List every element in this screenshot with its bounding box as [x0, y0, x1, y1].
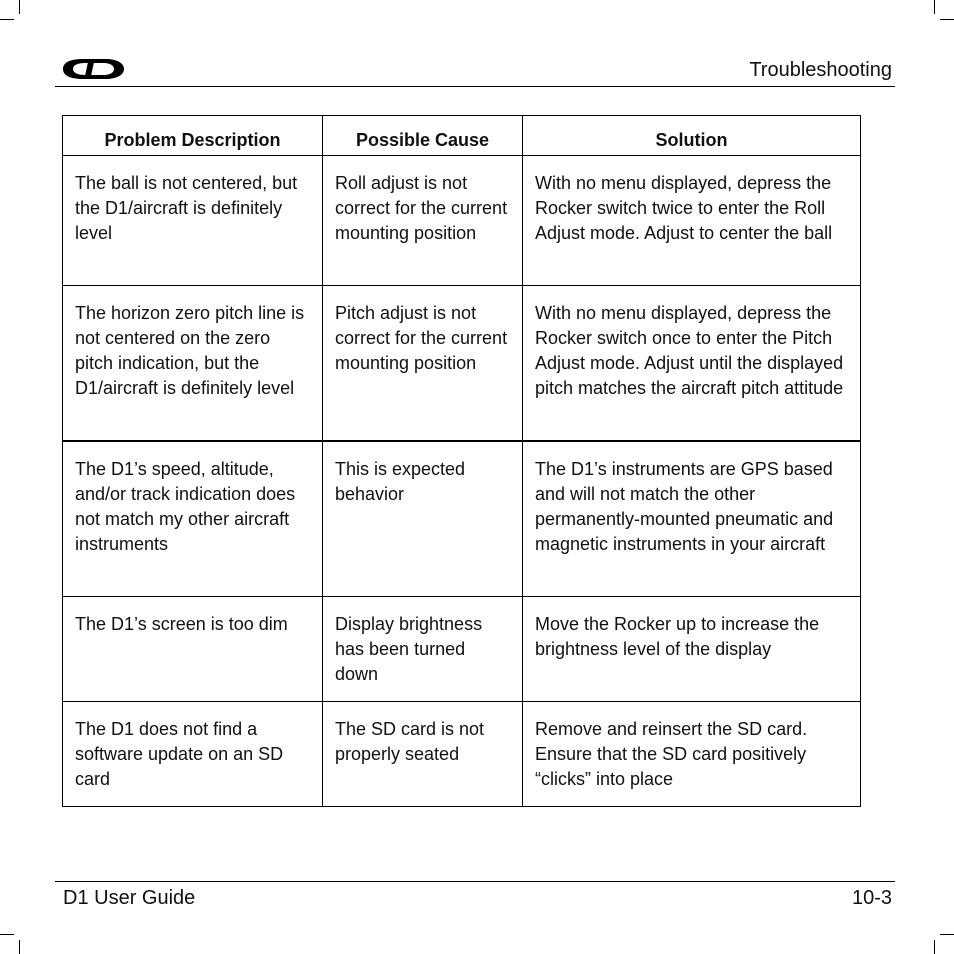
- crop-mark: [19, 940, 20, 954]
- column-header-cause: Possible Cause: [323, 116, 523, 156]
- cause-cell: This is expected behavior: [323, 441, 523, 597]
- solution-cell: Move the Rocker up to increase the brightness level of the display: [523, 597, 861, 702]
- table-row: [63, 597, 861, 702]
- crop-mark: [934, 0, 935, 14]
- column-header-solution: Solution: [523, 116, 861, 156]
- d1-logo-icon: [61, 58, 125, 80]
- section-title: Troubleshooting: [749, 59, 892, 81]
- problem-cell: The D1’s screen is too dim: [63, 597, 323, 702]
- header-divider: [55, 86, 895, 87]
- crop-mark: [0, 19, 14, 20]
- solution-cell: The D1’s instruments are GPS based and will not match the other permanently-mounted pneumatic and magnetic instruments in your aircraft: [523, 441, 861, 597]
- guide-title: D1 User Guide: [63, 887, 196, 909]
- crop-mark: [19, 0, 20, 14]
- table-row: [63, 441, 861, 597]
- crop-mark: [940, 19, 954, 20]
- problem-cell: The D1 does not find a software update on an SD card: [63, 702, 323, 807]
- table-row: [63, 156, 861, 286]
- problem-cell: The D1’s speed, altitude, and/or track indication does not match my other aircraft instruments: [63, 441, 323, 597]
- problem-cell: The ball is not centered, but the D1/aircraft is definitely level: [63, 156, 323, 286]
- cause-cell: Display brightness has been turned down: [323, 597, 523, 702]
- problem-cell: The horizon zero pitch line is not centered on the zero pitch indication, but the D1/aircraft is definitely level: [63, 286, 323, 441]
- page-number: 10-3: [851, 887, 892, 909]
- troubleshooting-table: [62, 115, 861, 807]
- cause-cell: Roll adjust is not correct for the current mounting position: [323, 156, 523, 286]
- solution-cell: With no menu displayed, depress the Rocker switch twice to enter the Roll Adjust mode. Adjust to center the ball: [523, 156, 861, 286]
- table-row: [63, 286, 861, 441]
- column-header-problem: Problem Description: [63, 116, 323, 156]
- footer-divider: [55, 881, 895, 882]
- solution-cell: Remove and reinsert the SD card. Ensure that the SD card positively “clicks” into place: [523, 702, 861, 807]
- crop-mark: [940, 934, 954, 935]
- cause-cell: The SD card is not properly seated: [323, 702, 523, 807]
- crop-mark: [0, 934, 14, 935]
- crop-mark: [934, 940, 935, 954]
- solution-cell: With no menu displayed, depress the Rocker switch once to enter the Pitch Adjust mode. Adjust until the displayed pitch matches the aircraft pitch attitude: [523, 286, 861, 441]
- table-row: [63, 702, 861, 807]
- table-header-row: [63, 116, 861, 156]
- cause-cell: Pitch adjust is not correct for the current mounting position: [323, 286, 523, 441]
